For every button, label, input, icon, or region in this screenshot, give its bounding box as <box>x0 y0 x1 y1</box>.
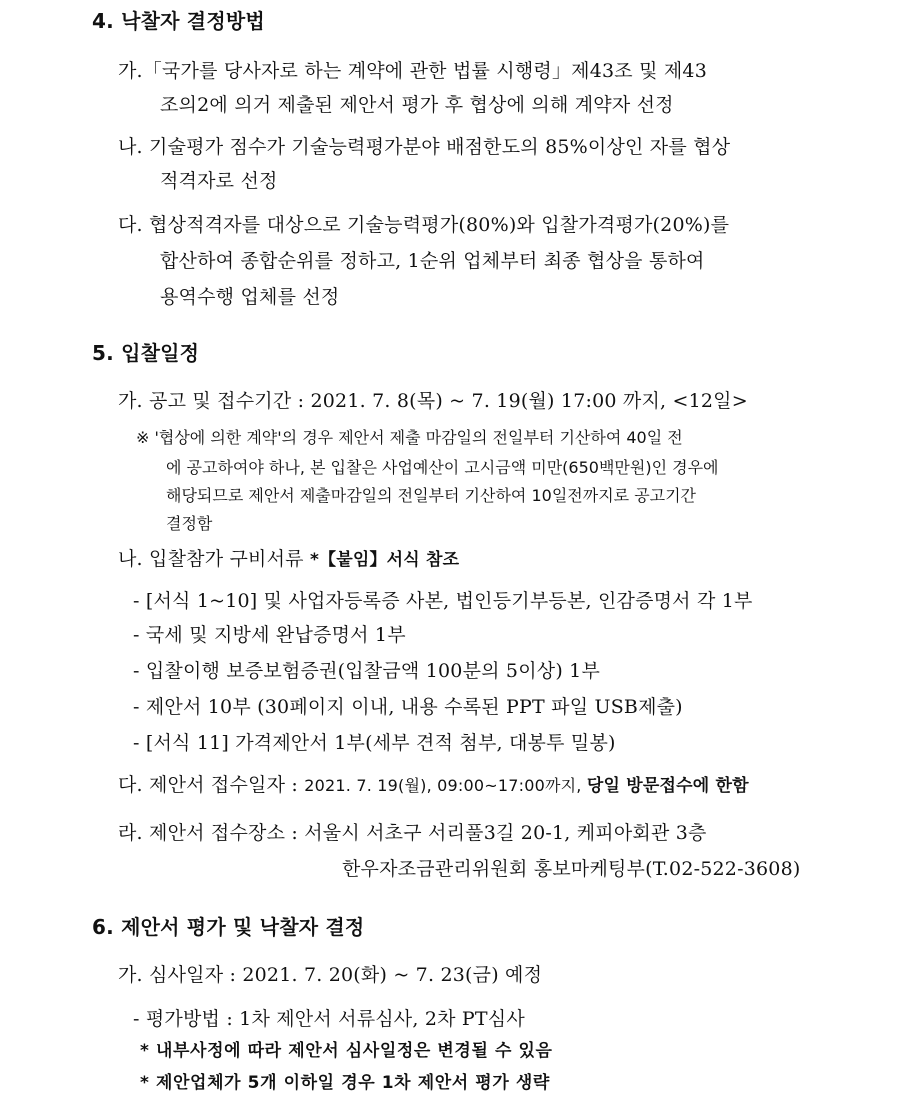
attachment-reference: *【붙임】서식 참조 <box>309 550 460 570</box>
section-5-item-na <box>118 546 459 573</box>
section-5-item-na-label: 나. 입찰참가 구비서류 <box>118 548 310 570</box>
section-5-note-line-3: 해당되므로 제안서 제출마감일의 전일부터 기산하여 10일전까지로 공고기간 <box>166 486 697 505</box>
section-4-item-ga-line-1: 가.「국가를 당사자로 하는 계약에 관한 법률 시행령」제43조 및 제43 <box>118 60 708 82</box>
document-list-item-4: - 제안서 10부 (30페이지 이내, 내용 수록된 PPT 파일 USB제출) <box>133 696 683 718</box>
section-5-note-line-4: 결정함 <box>166 514 213 533</box>
document-list-item-1: - [서식 1~10] 및 사업자등록증 사본, 법인등기부등본, 인감증명서 각 1부 <box>133 590 753 612</box>
section-6-item-ga: 가. 심사일자 : 2021. 7. 20(화) ~ 7. 23(금) 예정 <box>118 964 543 986</box>
schedule-change-notice: * 내부사정에 따라 제안서 심사일정은 변경될 수 있음 <box>140 1041 553 1061</box>
section-5-heading: 5. 입찰일정 <box>92 341 200 365</box>
section-5-item-da <box>118 772 749 799</box>
section-4-heading: 4. 낙찰자 결정방법 <box>92 9 265 33</box>
section-4-item-da-line-1: 다. 협상적격자를 대상으로 기술능력평가(80%)와 입찰가격평가(20%)를 <box>118 214 730 236</box>
document-list-item-3: - 입찰이행 보증보험증권(입찰금액 100분의 5이상) 1부 <box>133 660 601 682</box>
visit-only-notice: 당일 방문접수에 한함 <box>586 776 749 796</box>
evaluation-skip-notice: * 제안업체가 5개 이하일 경우 1차 제안서 평가 생략 <box>140 1073 550 1093</box>
section-5-item-ra-line-2: 한우자조금관리위원회 홍보마케팅부(T.02-522-3608) <box>342 858 801 880</box>
section-5-item-da-label: 다. 제안서 접수일자 : <box>118 774 305 796</box>
section-4-item-da-line-3: 용역수행 업체를 선정 <box>160 286 340 308</box>
section-5-note-line-1: ※ '협상에 의한 계약'의 경우 제안서 제출 마감일의 전일부터 기산하여 40일 전 <box>136 428 683 447</box>
section-5-note-line-2: 에 공고하여야 하나, 본 입찰은 사업예산이 고시금액 미만(650백만원)인 경우에 <box>166 458 719 477</box>
section-4-item-ga-line-2: 조의2에 의거 제출된 제안서 평가 후 협상에 의해 계약자 선정 <box>160 94 674 116</box>
section-5-item-ra-line-1: 라. 제안서 접수장소 : 서울시 서초구 서리풀3길 20-1, 케피아회관 3층 <box>118 822 707 844</box>
section-4-item-na-line-1: 나. 기술평가 점수가 기술능력평가분야 배점한도의 85%이상인 자를 협상 <box>118 136 731 158</box>
section-5-item-ga: 가. 공고 및 접수기간 : 2021. 7. 8(목) ~ 7. 19(월) 17:00 까지, <12일> <box>118 390 748 412</box>
submission-date: 2021. 7. 19(월), 09:00~17:00까지, <box>304 776 587 795</box>
evaluation-method: - 평가방법 : 1차 제안서 서류심사, 2차 PT심사 <box>133 1008 525 1030</box>
section-6-heading: 6. 제안서 평가 및 낙찰자 결정 <box>92 915 365 939</box>
document-list-item-2: - 국세 및 지방세 완납증명서 1부 <box>133 624 406 646</box>
section-4-item-na-line-2: 적격자로 선정 <box>160 170 278 192</box>
document-list-item-5: - [서식 11] 가격제안서 1부(세부 견적 첨부, 대봉투 밀봉) <box>133 732 616 754</box>
section-4-item-da-line-2: 합산하여 종합순위를 정하고, 1순위 업체부터 최종 협상을 통하여 <box>160 250 705 272</box>
